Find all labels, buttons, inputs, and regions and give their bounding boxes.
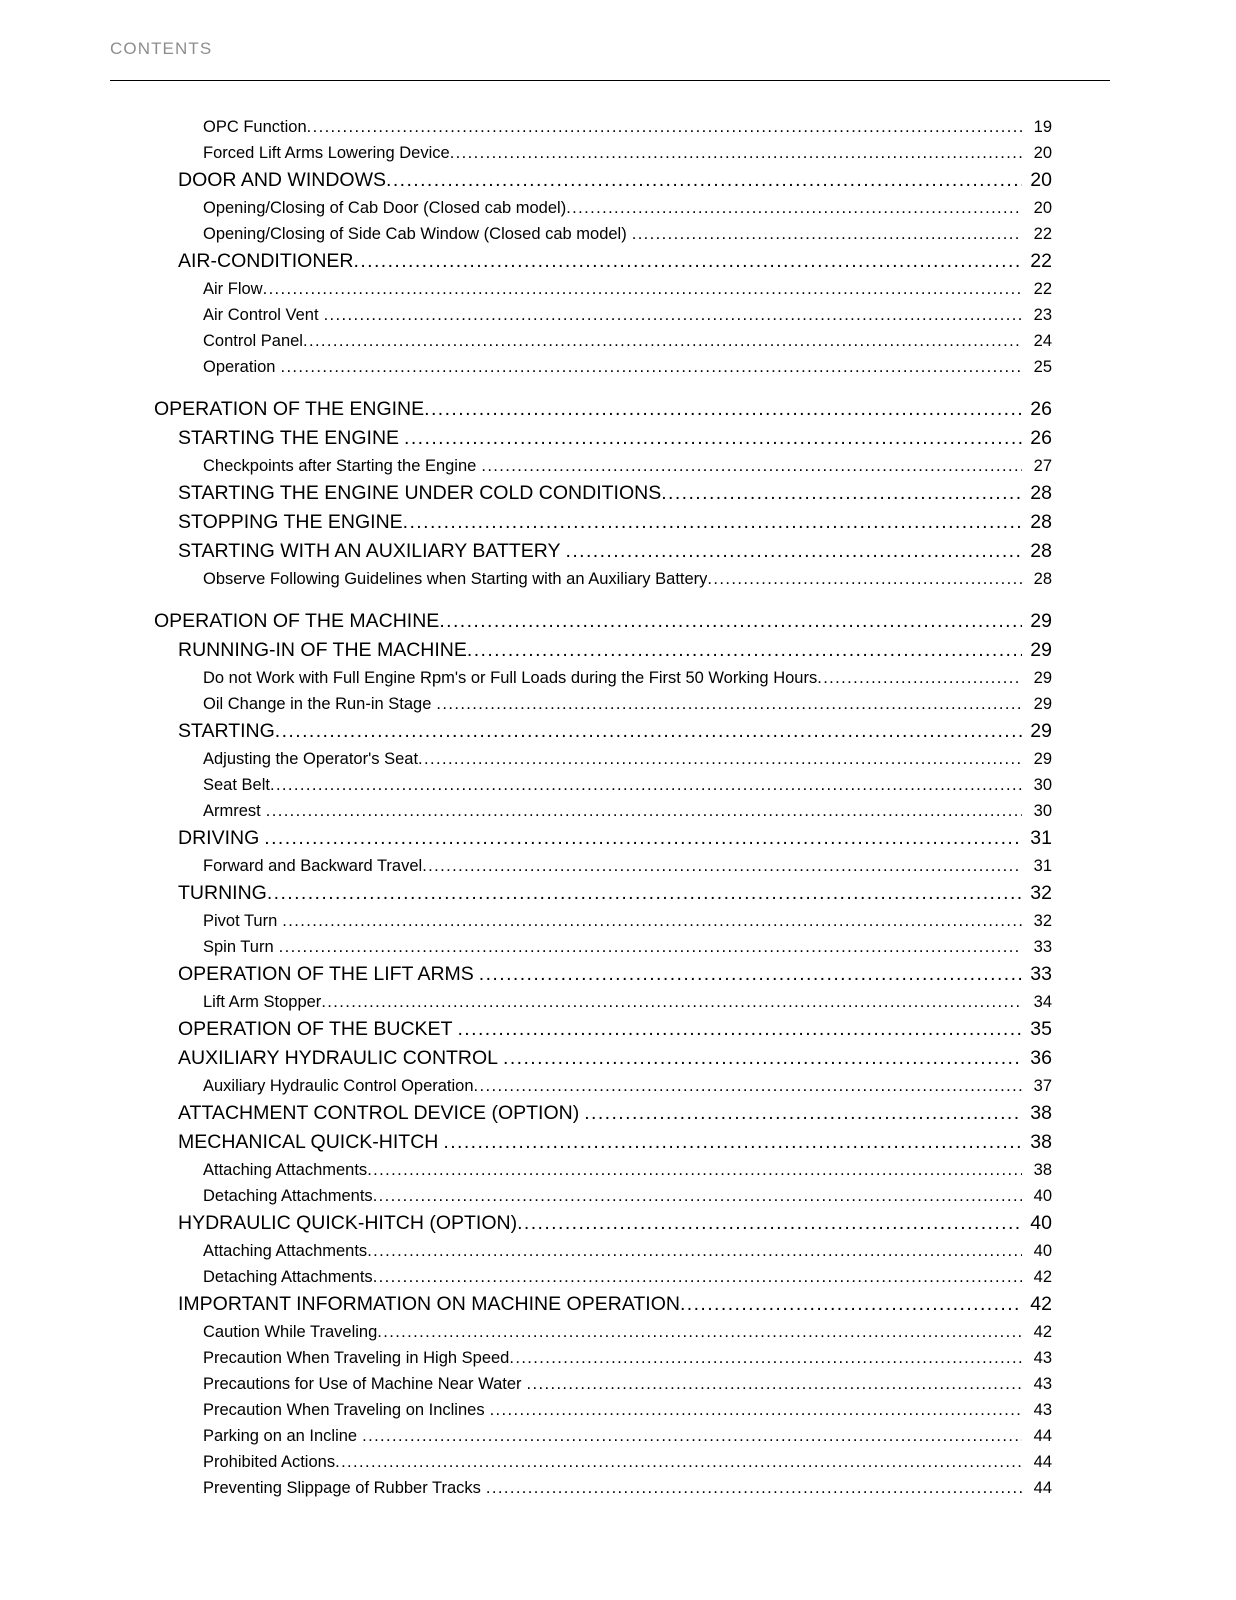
toc-entry[interactable] (0, 1012, 1236, 1041)
toc-dot-leader (490, 1394, 1022, 1420)
toc-entry-page-number: 32 (1033, 912, 1052, 930)
toc-entry-page-number: 23 (1033, 306, 1052, 324)
toc-entry-page-number: 22 (1033, 225, 1052, 243)
toc-dot-leader (457, 1012, 1022, 1041)
toc-entry-page-number: 29 (1033, 695, 1052, 713)
toc-entry[interactable] (0, 1394, 1236, 1420)
toc-entry-page-number: 44 (1033, 1479, 1052, 1497)
toc-entry-title: IMPORTANT INFORMATION ON MACHINE OPERATION (178, 1293, 680, 1315)
toc-entry-title: AIR-CONDITIONER (178, 250, 354, 272)
toc-dot-leader (509, 1342, 1022, 1368)
toc-entry-title: Precautions for Use of Machine Near Water (203, 1375, 522, 1393)
toc-dot-leader (566, 534, 1022, 563)
toc-entry-page-number: 29 (1030, 610, 1052, 632)
toc-entry[interactable] (0, 1235, 1236, 1261)
toc-entry-page-number: 43 (1033, 1349, 1052, 1367)
toc-entry[interactable] (0, 450, 1236, 476)
toc-entry-title: Spin Turn (203, 938, 274, 956)
toc-entry-title: Air Flow (203, 280, 263, 298)
toc-dot-leader (282, 905, 1022, 931)
toc-entry[interactable] (0, 821, 1236, 850)
toc-entry-title: Opening/Closing of Cab Door (Closed cab model) (203, 199, 567, 217)
toc-entry-page-number: 44 (1033, 1453, 1052, 1471)
toc-dot-leader (680, 1287, 1022, 1316)
toc-dot-leader (418, 743, 1022, 769)
toc-entry-title: Control Panel (203, 332, 303, 350)
toc-dot-leader (443, 1125, 1022, 1154)
toc-entry-page-number: 22 (1030, 250, 1052, 272)
toc-entry[interactable] (0, 218, 1236, 244)
toc-entry-page-number: 36 (1030, 1047, 1052, 1069)
toc-entry-title: DOOR AND WINDOWS (178, 169, 386, 191)
toc-entry[interactable] (0, 795, 1236, 821)
toc-entry-title: Detaching Attachments (203, 1187, 373, 1205)
toc-entry-title: Caution While Traveling (203, 1323, 378, 1341)
toc-dot-leader (373, 1261, 1022, 1287)
toc-entry-page-number: 26 (1030, 427, 1052, 449)
toc-entry-title: Precaution When Traveling in High Speed (203, 1349, 510, 1367)
toc-entry-page-number: 27 (1033, 457, 1052, 475)
toc-dot-leader (661, 476, 1022, 505)
toc-entry-page-number: 35 (1030, 1018, 1052, 1040)
toc-dot-leader (367, 1235, 1022, 1261)
toc-dot-leader (481, 450, 1022, 476)
toc-entry-title: Detaching Attachments (203, 1268, 373, 1286)
toc-entry[interactable] (0, 392, 1236, 421)
toc-entry[interactable] (0, 351, 1236, 377)
toc-entry-page-number: 26 (1030, 398, 1052, 420)
toc-dot-leader (707, 563, 1022, 589)
toc-dot-leader (467, 633, 1022, 662)
header-divider (110, 80, 1110, 81)
toc-entry[interactable] (0, 850, 1236, 876)
toc-entry[interactable] (0, 563, 1236, 589)
toc-entry[interactable] (0, 1472, 1236, 1498)
toc-entry-page-number: 38 (1033, 1161, 1052, 1179)
toc-entry-title: OPERATION OF THE LIFT ARMS (178, 963, 474, 985)
toc-dot-leader (307, 111, 1022, 137)
toc-entry[interactable] (0, 1041, 1236, 1070)
toc-dot-leader (267, 876, 1022, 905)
toc-entry-page-number: 30 (1033, 776, 1052, 794)
toc-entry-title: Preventing Slippage of Rubber Tracks (203, 1479, 481, 1497)
toc-entry-title: MECHANICAL QUICK-HITCH (178, 1131, 439, 1153)
toc-dot-leader (275, 714, 1022, 743)
toc-dot-leader (422, 850, 1022, 876)
toc-entry-title: RUNNING-IN OF THE MACHINE (178, 639, 467, 661)
toc-dot-leader (367, 1154, 1022, 1180)
toc-entry-page-number: 20 (1030, 169, 1052, 191)
toc-entry[interactable] (0, 633, 1236, 662)
toc-entry[interactable] (0, 1446, 1236, 1472)
toc-entry-title: OPERATION OF THE ENGINE (154, 398, 425, 420)
toc-entry-title: Seat Belt (203, 776, 270, 794)
toc-entry[interactable] (0, 273, 1236, 299)
page-title: CONTENTS (110, 39, 213, 58)
toc-entry-page-number: 30 (1033, 802, 1052, 820)
toc-entry-page-number: 31 (1033, 857, 1052, 875)
page-header (110, 38, 1110, 60)
toc-entry[interactable] (0, 137, 1236, 163)
toc-entry[interactable] (0, 1180, 1236, 1206)
toc-entry-title: Auxiliary Hydraulic Control Operation (203, 1077, 474, 1095)
toc-entry-page-number: 28 (1033, 570, 1052, 588)
toc-entry-page-number: 38 (1030, 1102, 1052, 1124)
toc-entry[interactable] (0, 1316, 1236, 1342)
toc-entry-page-number: 25 (1033, 358, 1052, 376)
toc-dot-leader (264, 821, 1022, 850)
toc-entry[interactable] (0, 1368, 1236, 1394)
toc-dot-leader (321, 986, 1022, 1012)
toc-entry[interactable] (0, 244, 1236, 273)
toc-entry-page-number: 33 (1033, 938, 1052, 956)
toc-entry-page-number: 44 (1033, 1427, 1052, 1445)
toc-dot-leader (280, 351, 1022, 377)
toc-entry-title: ATTACHMENT CONTROL DEVICE (OPTION) (178, 1102, 580, 1124)
toc-entry-page-number: 43 (1033, 1401, 1052, 1419)
toc-entry[interactable] (0, 1287, 1236, 1316)
toc-entry-title: Precaution When Traveling on Inclines (203, 1401, 485, 1419)
toc-entry-title: Attaching Attachments (203, 1161, 368, 1179)
toc-dot-leader (450, 137, 1022, 163)
toc-dot-leader (474, 1070, 1022, 1096)
toc-entry[interactable] (0, 1096, 1236, 1125)
toc-dot-leader (263, 273, 1022, 299)
toc-entry-title: STOPPING THE ENGINE (178, 511, 403, 533)
toc-entry-page-number: 40 (1033, 1242, 1052, 1260)
toc-entry[interactable] (0, 876, 1236, 905)
toc-dot-leader (439, 604, 1022, 633)
toc-entry-page-number: 28 (1030, 482, 1052, 504)
toc-entry-title: AUXILIARY HYDRAULIC CONTROL (178, 1047, 499, 1069)
toc-entry[interactable] (0, 1125, 1236, 1154)
toc-entry[interactable] (0, 163, 1236, 192)
toc-entry-title: STARTING (178, 720, 275, 742)
toc-entry-page-number: 28 (1030, 540, 1052, 562)
toc-dot-leader (270, 769, 1022, 795)
toc-dot-leader (279, 931, 1022, 957)
toc-entry-title: OPERATION OF THE BUCKET (178, 1018, 453, 1040)
toc-entry-page-number: 37 (1033, 1077, 1052, 1095)
toc-entry-title: Oil Change in the Run-in Stage (203, 695, 432, 713)
table-of-contents (0, 111, 1236, 1498)
toc-entry-page-number: 40 (1033, 1187, 1052, 1205)
toc-dot-leader (503, 1041, 1022, 1070)
toc-entry-title: Attaching Attachments (203, 1242, 368, 1260)
toc-dot-leader (632, 218, 1022, 244)
toc-entry-title: Forced Lift Arms Lowering Device (203, 144, 450, 162)
toc-entry-title: OPC Function (203, 118, 307, 136)
toc-dot-leader (303, 325, 1022, 351)
toc-entry-title: Parking on an Incline (203, 1427, 358, 1445)
toc-entry-title: Checkpoints after Starting the Engine (203, 457, 477, 475)
toc-entry-title: Lift Arm Stopper (203, 993, 322, 1011)
toc-entry-title: Adjusting the Operator's Seat (203, 750, 419, 768)
toc-dot-leader (403, 505, 1022, 534)
toc-entry-title: Observe Following Guidelines when Starting with an Auxiliary Battery (203, 570, 708, 588)
toc-entry-page-number: 38 (1030, 1131, 1052, 1153)
toc-entry[interactable] (0, 505, 1236, 534)
toc-dot-leader (266, 795, 1022, 821)
toc-entry[interactable] (0, 986, 1236, 1012)
toc-entry-title: STARTING WITH AN AUXILIARY BATTERY (178, 540, 561, 562)
toc-entry-title: HYDRAULIC QUICK-HITCH (OPTION) (178, 1212, 518, 1234)
toc-entry[interactable] (0, 325, 1236, 351)
toc-entry[interactable] (0, 1420, 1236, 1446)
toc-entry[interactable] (0, 421, 1236, 450)
toc-entry[interactable] (0, 534, 1236, 563)
toc-dot-leader (527, 1368, 1022, 1394)
toc-entry-page-number: 43 (1033, 1375, 1052, 1393)
toc-entry[interactable] (0, 604, 1236, 633)
toc-dot-leader (335, 1446, 1022, 1472)
toc-entry[interactable] (0, 743, 1236, 769)
toc-entry[interactable] (0, 931, 1236, 957)
toc-entry-title: DRIVING (178, 827, 260, 849)
toc-entry-page-number: 29 (1030, 720, 1052, 742)
toc-entry[interactable] (0, 769, 1236, 795)
toc-entry[interactable] (0, 957, 1236, 986)
toc-entry-page-number: 42 (1030, 1293, 1052, 1315)
toc-entry-page-number: 31 (1030, 827, 1052, 849)
toc-entry[interactable] (0, 192, 1236, 218)
toc-entry-title: STARTING THE ENGINE UNDER COLD CONDITIONS (178, 482, 662, 504)
toc-entry-title: Air Control Vent (203, 306, 319, 324)
toc-entry-page-number: 33 (1030, 963, 1052, 985)
toc-entry-title: TURNING (178, 882, 267, 904)
toc-entry-page-number: 40 (1030, 1212, 1052, 1234)
toc-entry-title: Forward and Backward Travel (203, 857, 423, 875)
toc-dot-leader (817, 662, 1022, 688)
toc-entry-page-number: 29 (1033, 669, 1052, 687)
toc-entry-title: Opening/Closing of Side Cab Window (Closed cab model) (203, 225, 627, 243)
toc-entry[interactable] (0, 1206, 1236, 1235)
toc-entry-title: STARTING THE ENGINE (178, 427, 400, 449)
toc-entry-title: Operation (203, 358, 276, 376)
toc-dot-leader (373, 1180, 1022, 1206)
toc-dot-leader (324, 299, 1022, 325)
toc-entry-page-number: 20 (1033, 144, 1052, 162)
toc-entry-title: Prohibited Actions (203, 1453, 336, 1471)
toc-entry-page-number: 34 (1033, 993, 1052, 1011)
toc-dot-leader (436, 688, 1022, 714)
toc-entry-page-number: 28 (1030, 511, 1052, 533)
toc-entry[interactable] (0, 111, 1236, 137)
toc-dot-leader (479, 957, 1022, 986)
toc-entry-title: OPERATION OF THE MACHINE (154, 610, 440, 632)
toc-entry-title: Pivot Turn (203, 912, 278, 930)
toc-entry[interactable] (0, 1070, 1236, 1096)
toc-dot-leader (566, 192, 1022, 218)
toc-entry[interactable] (0, 662, 1236, 688)
toc-entry-title: Armrest (203, 802, 261, 820)
toc-entry-page-number: 24 (1033, 332, 1052, 350)
toc-entry[interactable] (0, 299, 1236, 325)
toc-entry-page-number: 29 (1030, 639, 1052, 661)
toc-entry[interactable] (0, 1342, 1236, 1368)
toc-dot-leader (486, 1472, 1022, 1498)
toc-entry-title: Do not Work with Full Engine Rpm's or Full Loads during the First 50 Working Hours (203, 669, 818, 687)
toc-dot-leader (517, 1206, 1022, 1235)
toc-entry-page-number: 42 (1033, 1268, 1052, 1286)
toc-dot-leader (377, 1316, 1022, 1342)
toc-dot-leader (386, 163, 1022, 192)
toc-entry[interactable] (0, 905, 1236, 931)
toc-dot-leader (404, 421, 1022, 450)
toc-entry-page-number: 29 (1033, 750, 1052, 768)
toc-entry[interactable] (0, 476, 1236, 505)
toc-entry[interactable] (0, 714, 1236, 743)
toc-entry-page-number: 42 (1033, 1323, 1052, 1341)
toc-dot-leader (362, 1420, 1022, 1446)
toc-entry[interactable] (0, 1154, 1236, 1180)
toc-entry-page-number: 20 (1033, 199, 1052, 217)
toc-entry-page-number: 19 (1033, 118, 1052, 136)
toc-dot-leader (584, 1096, 1022, 1125)
toc-entry[interactable] (0, 1261, 1236, 1287)
toc-entry-page-number: 32 (1030, 882, 1052, 904)
toc-dot-leader (354, 244, 1023, 273)
toc-entry[interactable] (0, 688, 1236, 714)
toc-entry-page-number: 22 (1033, 280, 1052, 298)
toc-dot-leader (424, 392, 1022, 421)
